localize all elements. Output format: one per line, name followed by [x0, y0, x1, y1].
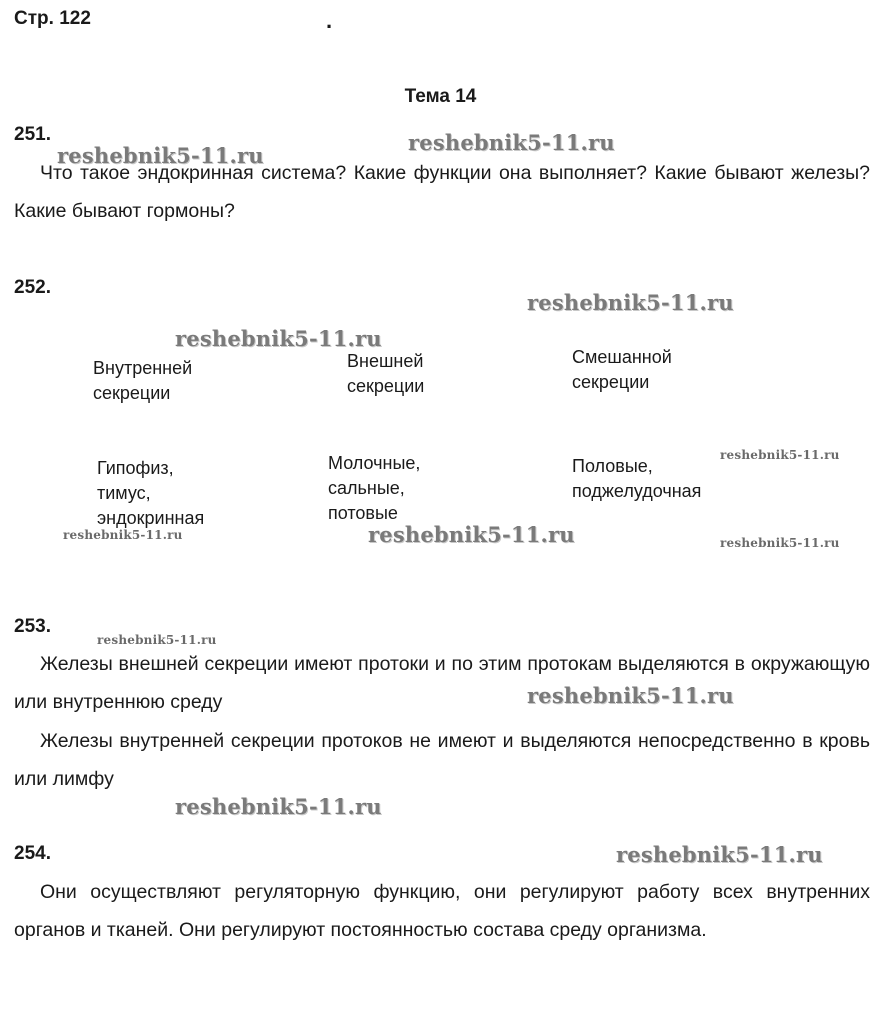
gland-type-external: Внешней секреции: [347, 351, 425, 396]
gland-examples-internal: Гипофиз, тимус, эндокринная: [97, 458, 205, 528]
task-253-number: 253.: [14, 616, 51, 637]
gland-type-mixed: Смешанной секреции: [572, 347, 672, 392]
task-254-text: Они осуществляют регуляторную функцию, они регулируют работу всех внутренних органов и тканей. Они регулируют постоянностью состава среду организма.: [14, 881, 870, 941]
gland-examples-mixed: Половые, поджелудочная: [572, 456, 702, 501]
task-251-number: 251.: [14, 124, 51, 145]
task-253-paragraph-2: Железы внутренней секреции протоков не имеют и выделяются непосредственно в кровь или лимфу: [14, 730, 870, 790]
gland-examples-external: Молочные, сальные, потовые: [328, 453, 421, 523]
watermark: reshebnik5-11.ru: [368, 522, 575, 547]
watermark: reshebnik5-11.ru: [720, 536, 840, 550]
watermark: reshebnik5-11.ru: [527, 290, 734, 315]
task-253-paragraph-1: Железы внешней секреции имеют протоки и по этим протокам выделяются в окружающую или внутреннюю среду: [14, 653, 870, 713]
watermark: reshebnik5-11.ru: [616, 842, 823, 867]
header-dot: .: [326, 8, 333, 33]
watermark: reshebnik5-11.ru: [175, 794, 382, 819]
watermark: reshebnik5-11.ru: [527, 683, 734, 708]
topic-title: Тема 14: [404, 86, 477, 107]
watermark: reshebnik5-11.ru: [408, 130, 615, 155]
page-number: Стр. 122: [14, 8, 91, 29]
gland-type-internal: Внутренней секреции: [93, 358, 193, 403]
watermark: reshebnik5-11.ru: [63, 528, 183, 542]
watermark: reshebnik5-11.ru: [97, 633, 217, 647]
task-251-text: Что такое эндокринная система? Какие функции она выполняет? Какие бывают железы? Какие бывают гормоны?: [14, 162, 870, 222]
task-254-number: 254.: [14, 843, 51, 864]
watermark: reshebnik5-11.ru: [57, 143, 264, 168]
task-252-number: 252.: [14, 277, 51, 298]
watermark: reshebnik5-11.ru: [175, 326, 382, 351]
watermark: reshebnik5-11.ru: [720, 448, 840, 462]
